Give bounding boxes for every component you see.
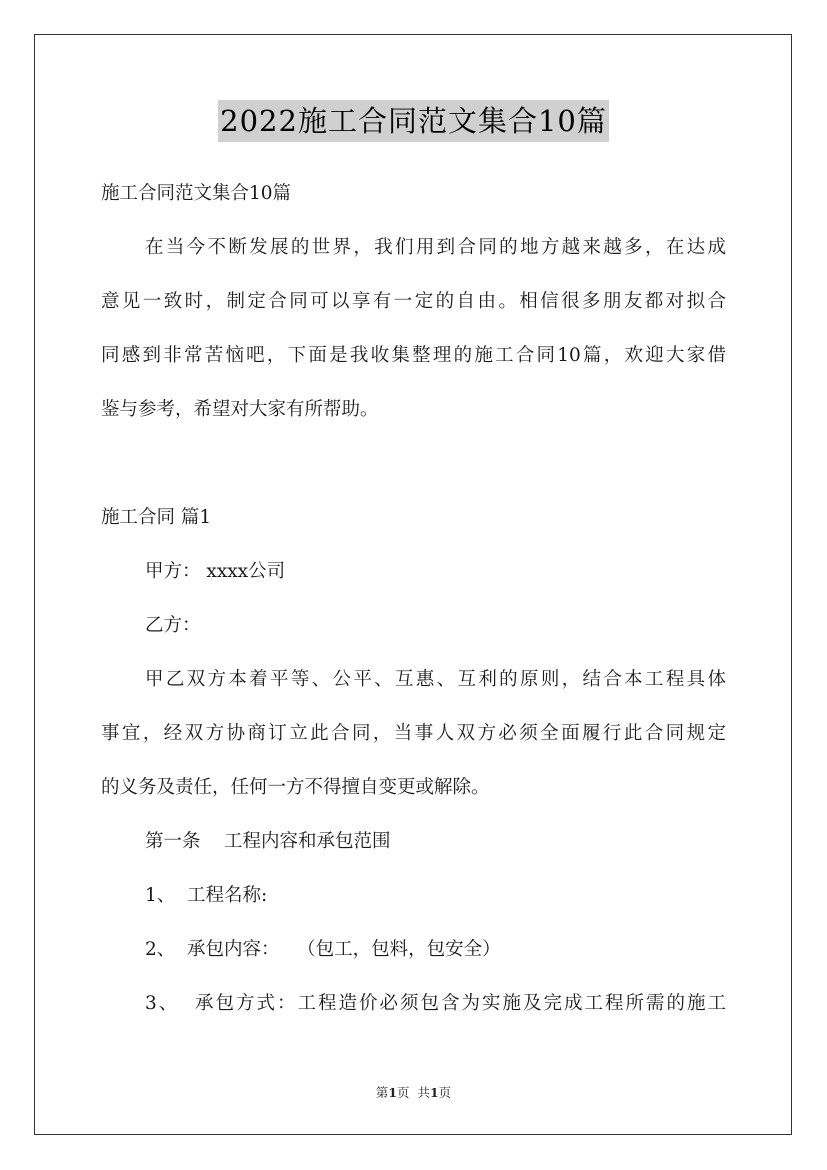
item-3: 3、 承包方式：工程造价必须包含为实施及完成工程所需的施工 [145, 993, 726, 1014]
document-title: 2022施工合同范文集合10篇 [218, 100, 609, 142]
principle-text-1: 甲乙双方本着平等、公平、互惠、互利的原则，结合本工程具体 [145, 669, 726, 690]
section-heading: 施工合同 篇1 [101, 507, 212, 528]
footer-page-number: 1 [388, 1085, 398, 1100]
party-b: 乙方： [145, 615, 201, 636]
principle-line-2 [101, 722, 726, 746]
principle-text-2: 事宜，经双方协商订立此合同，当事人双方必须全面履行此合同规定 [101, 723, 726, 744]
footer-total-pages: 1 [429, 1085, 439, 1100]
intro-text-1: 在当今不断发展的世界，我们用到合同的地方越来越多，在达成 [145, 237, 726, 258]
intro-text-3: 同感到非常苦恼吧，下面是我收集整理的施工合同10篇，欢迎大家借 [101, 345, 726, 366]
item-1: 1、 工程名称: [145, 885, 268, 906]
page-footer [0, 1083, 827, 1101]
item-2: 2、 承包内容： （包工，包料，包安全） [145, 939, 501, 960]
footer-suffix: 页 [438, 1085, 452, 1100]
footer-prefix: 第 [375, 1085, 389, 1100]
party-a: 甲方： xxxx公司 [145, 561, 286, 582]
article-1-heading: 第一条 工程内容和承包范围 [145, 831, 391, 852]
intro-line-4: 鉴与参考，希望对大家有所帮助。 [101, 399, 379, 420]
document-subtitle: 施工合同范文集合10篇 [101, 183, 292, 204]
item-3-line [101, 992, 726, 1016]
intro-text-2: 意见一致时，制定合同可以享有一定的自由。相信很多朋友都对拟合 [101, 291, 726, 312]
intro-line-2 [101, 290, 726, 314]
principle-line-1 [101, 668, 726, 692]
intro-line-3 [101, 344, 726, 368]
title-container [0, 100, 827, 142]
footer-mid: 页 共 [397, 1085, 430, 1100]
principle-line-3: 的义务及责任，任何一方不得擅自变更或解除。 [101, 777, 490, 798]
intro-line-1 [101, 236, 726, 260]
